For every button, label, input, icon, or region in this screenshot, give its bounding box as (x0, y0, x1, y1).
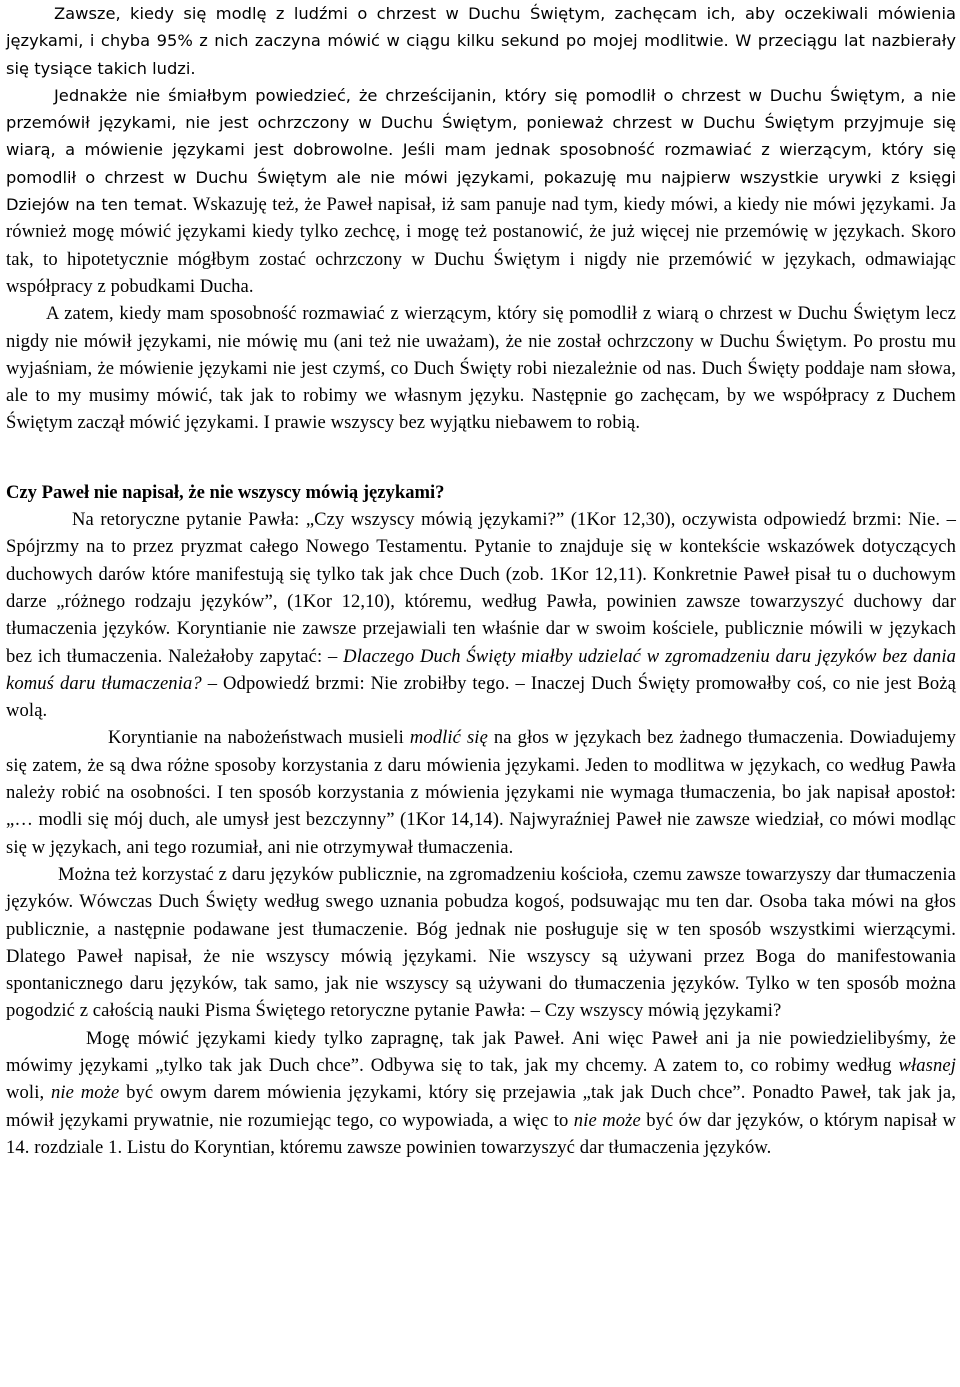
section-gap (6, 437, 956, 479)
paragraph-4-italic-question: Dlaczego Duch Święty miałby udzielać w zgromadzeniu daru języków bez dania komuś daru tłumaczenia? (6, 645, 956, 694)
paragraph-4-part-b: – Odpowiedź brzmi: Nie zrobiłby tego. – Inaczej Duch Święty promowałby coś, co nie jest Bożą wolą. (6, 672, 957, 722)
paragraph-3-text: A zatem, kiedy mam sposobność rozmawiać z wierzącym, który się pomodlił z wiarą o chrzest w Duchu Świętym lecz nigdy nie mówił językami, nie mówię mu (ani też nie uważam), że nie został ochrzczony w Duchu Świętym. Po prostu mu wyjaśniam, że mówienie językami nie jest czymś, co Duch Święty robi niezależnie od nas. Duch Święty poddaje nam słowa, ale to my musimy mówić, tak jak to robimy we własnym języku. Następnie go zachęcam, by we współpracy z Duchem Świętym zaczął mówić językami. I prawie wszyscy bez wyjątku niebawem to robią. (6, 303, 956, 434)
paragraph-7-part-d: być ów dar języków, o którym napisał w 14. rozdziale 1. Listu do Koryntian, któremu zawsze powinien towarzyszyć dar tłumaczenia języków. (6, 1109, 957, 1158)
paragraph-7 (6, 1025, 956, 1161)
paragraph-4 (6, 506, 956, 724)
paragraph-6-text: Można też korzystać z daru języków publicznie, na zgromadzeniu kościoła, czemu zawsze towarzyszy dar tłumaczenia języków. Wówczas Duch Święty według swego uznania pobudza kogoś, podsuwając mu ten dar. Osoba taka mówi na głos publicznie, a następnie podawane jest tłumaczenie. Bóg jednak nie posługuje się w ten sposób wszystkimi wierzącymi. Dlatego Paweł napisał, że nie wszyscy mówią językami. Nie wszyscy są używani przez Boga do manifestowania spontanicznego daru języków, tak samo, jak nie wszyscy są używani do tłumaczenia języków. Tylko w ten sposób można pogodzić z całością nauki Pisma Świętego retoryczne pytanie Pawła: – Czy wszyscy mówią językami? (6, 863, 956, 1022)
paragraph-4-part-a: Na retoryczne pytanie Pawła: „Czy wszyscy mówią językami?” (1Kor 12,30), oczywista odpowiedź brzmi: Nie. – Spójrzmy na to przez pryzmat całego Nowego Testamentu. Pytanie to znajduje się w kontekście wskazówek dotyczących duchowych darów które manifestują się tylko tak jak chce Duch (zob. 1Kor 12,11). Konkretnie Paweł pisał tu o duchowym darze „różnego rodzaju języków”, (1Kor 12,10), któremu, według Pawła, powinien zawsze towarzyszyć duchowy dar tłumaczenia języków. Koryntianie nie zawsze przejawiali ten właśnie dar w swoim kościele, publicznie mówili w językach bez ich tłumaczenia. Należałoby zapytać: – (6, 509, 956, 667)
paragraph-1-text: Zawsze, kiedy się modlę z ludźmi o chrzest w Duchu Świętym, zachęcam ich, aby oczekiwali mówienia językami, i chyba 95% z nich zaczyna mówić w ciągu kilku sekund po mojej modlitwie. W przeciągu lat nazbierały się tysiące takich ludzi. (6, 4, 956, 78)
paragraph-2-part-a: Jednakże nie śmiałbym powiedzieć, że chrześcijanin, który się pomodlił o chrzest w Duchu Świętym, a nie przemówił językami, nie jest ochrzczony w Duchu Świętym, ponieważ chrzest w Duchu Świętym przyjmuje się wiarą, a mówienie językami jest dobrowolne. (6, 85, 956, 160)
paragraph-2 (6, 82, 956, 300)
paragraph-7-italic-1: własnej (898, 1054, 956, 1076)
paragraph-6 (6, 861, 956, 1025)
document-page (6, 0, 956, 1161)
paragraph-2-part-b: Jeśli mam jednak sposobność rozmawiać z wierzącym, który się pomodlił o chrzest w Duchu Świętym ale nie mówi językami, pokazuję mu najpierw wszystkie urywki z księgi Dziejów na ten temat. (6, 140, 956, 215)
paragraph-2-part-c: Wskazuję też, że Paweł napisał, iż sam panuje nad tym, kiedy mówi, a kiedy nie mówi językami. Ja również mogę mówić językami kiedy tylko zechcę, i mogę też postanowić, że już więcej nie przemówię w językach. Skoro tak, to hipotetycznie mógłbym zostać ochrzczony w Duchu Świętym i nigdy nie przemówić w językach, odmawiając współpracy z pobudkami Ducha. (6, 194, 957, 297)
paragraph-7-part-b: woli, (6, 1082, 51, 1104)
paragraph-7-part-c: być owym darem mówienia językami, który się przejawia „tak jak Duch chce”. Ponadto Paweł, tak jak ja, mówił językami prywatnie, nie rozumiejąc tego, co wypowiada, a więc to (6, 1082, 956, 1131)
paragraph-7-italic-2: nie może (50, 1082, 120, 1104)
paragraph-5-part-b: na głos w językach bez żadnego tłumaczenia. Dowiadujemy się zatem, że są dwa różne sposoby korzystania z daru mówienia językami. Jeden to modlitwa w językach, co według Pawła należy robić na osobności. I ten sposób korzystania z mówienia językami nie wymaga tłumaczenia, bo jak napisał apostoł: „… modli się mój duch, ale umysł jest bezczynny” (1Kor 14,14). Najwyraźniej Paweł nie zawsze wiedział, co mówi modląc się w językach, ani tego rozumiał, ani nie otrzymywał tłumaczenia. (6, 727, 956, 858)
paragraph-7-italic-3: nie może (573, 1109, 641, 1131)
paragraph-5-italic: modlić się (409, 727, 488, 749)
paragraph-3 (6, 300, 956, 436)
paragraph-5 (6, 724, 956, 860)
paragraph-7-part-a: Mogę mówić językami kiedy tylko zapragnę, tak jak Paweł. Ani więc Paweł ani ja nie powiedzielibyśmy, że mówimy językami „tylko tak jak Duch chce”. Odbywa się to tak, jak my chcemy. A zatem to, co robimy według (6, 1027, 956, 1076)
section-heading: Czy Paweł nie napisał, że nie wszyscy mówią językami? (6, 481, 445, 503)
paragraph-5-part-a: Koryntianie na nabożeństwach musieli (108, 727, 410, 749)
paragraph-1 (6, 0, 956, 82)
